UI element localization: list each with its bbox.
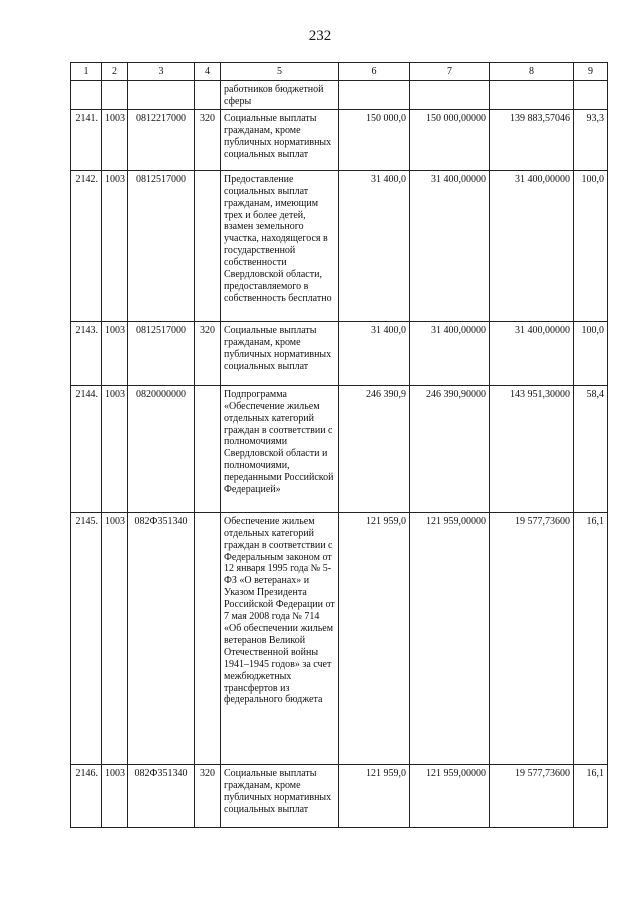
table-row (71, 170, 608, 321)
header-cell: 7 (410, 63, 490, 81)
executed-amount: 19 577,73600 (490, 764, 574, 827)
target-code: 082Ф351340 (128, 512, 195, 764)
section-code: 1003 (102, 109, 128, 170)
item-name: Социальные выплаты гражданам, кроме публичных нормативных социальных выплат (221, 109, 339, 170)
expense-type: 320 (195, 764, 221, 827)
approved-amount: 121 959,0 (339, 512, 410, 764)
approved-amount: 150 000,0 (339, 109, 410, 170)
section-code: 1003 (102, 385, 128, 512)
item-name: Подпрограмма «Обеспечение жильем отдельных категорий граждан в соответствии с полномочиями Свердловской области и полномочиями, переданными Российской Федерацией» (221, 385, 339, 512)
refined-amount: 31 400,00000 (410, 321, 490, 385)
header-cell: 8 (490, 63, 574, 81)
target-code: 082Ф351340 (128, 764, 195, 827)
table-row (71, 764, 608, 827)
section-code: 1003 (102, 170, 128, 321)
row-number: 2146. (71, 764, 102, 827)
execution-percent: 100,0 (574, 321, 608, 385)
refined-amount: 121 959,00000 (410, 764, 490, 827)
table-row (71, 109, 608, 170)
row-number: 2142. (71, 170, 102, 321)
row-number: 2141. (71, 109, 102, 170)
header-row (71, 63, 608, 81)
row-number (71, 81, 102, 110)
execution-percent: 16,1 (574, 512, 608, 764)
target-code: 0812217000 (128, 109, 195, 170)
executed-amount: 19 577,73600 (490, 512, 574, 764)
refined-amount: 150 000,00000 (410, 109, 490, 170)
item-name: Социальные выплаты гражданам, кроме публичных нормативных социальных выплат (221, 321, 339, 385)
expense-type: 320 (195, 321, 221, 385)
expense-type (195, 170, 221, 321)
row-number: 2143. (71, 321, 102, 385)
target-code (128, 81, 195, 110)
executed-amount: 31 400,00000 (490, 170, 574, 321)
item-name: Социальные выплаты гражданам, кроме публичных нормативных социальных выплат (221, 764, 339, 827)
item-name: Обеспечение жильем отдельных категорий граждан в соответствии с Федеральным законом от 12 января 1995 года № 5-ФЗ «О ветеранах» и Указом Президента Российской Федерации от 7 мая 2008 года № 714 «Об обеспечении жильем ветеранов Великой Отечественной войны 1941–1945 годов» за счет межбюджетных трансфертов из федерального бюджета (221, 512, 339, 764)
executed-amount: 143 951,30000 (490, 385, 574, 512)
execution-percent: 58,4 (574, 385, 608, 512)
executed-amount (490, 81, 574, 110)
execution-percent (574, 81, 608, 110)
execution-percent: 93,3 (574, 109, 608, 170)
table-row (71, 81, 608, 110)
expense-type: 320 (195, 109, 221, 170)
execution-percent: 16,1 (574, 764, 608, 827)
executed-amount: 31 400,00000 (490, 321, 574, 385)
header-cell: 6 (339, 63, 410, 81)
target-code: 0812517000 (128, 321, 195, 385)
expense-type (195, 385, 221, 512)
header-cell: 3 (128, 63, 195, 81)
approved-amount (339, 81, 410, 110)
approved-amount: 121 959,0 (339, 764, 410, 827)
approved-amount: 246 390,9 (339, 385, 410, 512)
execution-percent: 100,0 (574, 170, 608, 321)
section-code: 1003 (102, 764, 128, 827)
approved-amount: 31 400,0 (339, 321, 410, 385)
expense-type (195, 512, 221, 764)
target-code: 0812517000 (128, 170, 195, 321)
section-code (102, 81, 128, 110)
expense-type (195, 81, 221, 110)
refined-amount: 246 390,90000 (410, 385, 490, 512)
header-cell: 9 (574, 63, 608, 81)
refined-amount: 31 400,00000 (410, 170, 490, 321)
item-name: Предоставление социальных выплат гражданам, имеющим трех и более детей, взамен земельного участка, находящегося в государственной собственности Свердловской области, предоставляемого в собственность бесплатно (221, 170, 339, 321)
row-number: 2145. (71, 512, 102, 764)
header-cell: 4 (195, 63, 221, 81)
executed-amount: 139 883,57046 (490, 109, 574, 170)
item-name: работников бюджетной сферы (221, 81, 339, 110)
section-code: 1003 (102, 512, 128, 764)
row-number: 2144. (71, 385, 102, 512)
refined-amount: 121 959,00000 (410, 512, 490, 764)
table-row (71, 385, 608, 512)
section-code: 1003 (102, 321, 128, 385)
header-cell: 5 (221, 63, 339, 81)
table-row (71, 321, 608, 385)
page-number: 232 (308, 28, 332, 44)
table-row (71, 512, 608, 764)
budget-table (70, 62, 608, 828)
approved-amount: 31 400,0 (339, 170, 410, 321)
header-cell: 2 (102, 63, 128, 81)
header-cell: 1 (71, 63, 102, 81)
target-code: 0820000000 (128, 385, 195, 512)
refined-amount (410, 81, 490, 110)
